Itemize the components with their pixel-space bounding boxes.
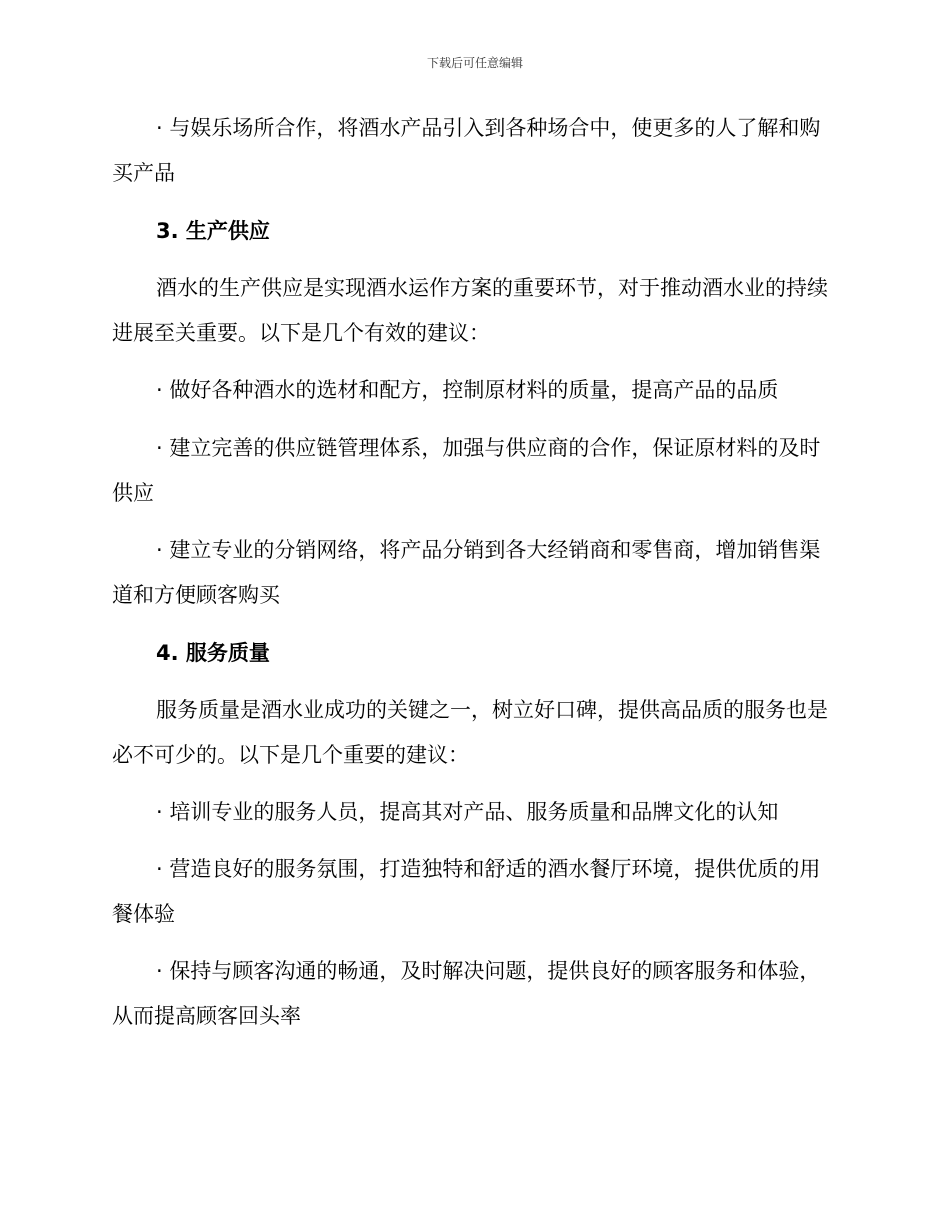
bullet-item: · 培训专业的服务人员，提高其对产品、服务质量和品牌文化的认知 bbox=[156, 800, 779, 824]
bullet-item: · 保持与顾客沟通的畅通，及时解决问题，提供良好的顾客服务和体验，从而提高顾客回头率 bbox=[112, 959, 821, 1028]
page-header: 下载后可任意编辑 bbox=[426, 56, 523, 70]
section-heading-service: 4. 服务质量 bbox=[156, 641, 270, 665]
paragraph: 酒水的生产供应是实现酒水运作方案的重要环节，对于推动酒水业的持续进展至关重要。以下是几个有效的建议： bbox=[112, 276, 828, 345]
section-heading-production: 3. 生产供应 bbox=[156, 219, 270, 243]
bullet-item: · 营造良好的服务氛围，打造独特和舒适的酒水餐厅环境，提供优质的用餐体验 bbox=[112, 857, 821, 926]
paragraph: 服务质量是酒水业成功的关键之一，树立好口碑，提供高品质的服务也是必不可少的。以下是几个重要的建议： bbox=[112, 698, 828, 767]
bullet-item: · 做好各种酒水的选材和配方，控制原材料的质量，提高产品的品质 bbox=[156, 378, 779, 402]
bullet-item: · 与娱乐场所合作，将酒水产品引入到各种场合中，使更多的人了解和购买产品 bbox=[112, 116, 821, 185]
bullet-item: · 建立专业的分销网络，将产品分销到各大经销商和零售商，增加销售渠道和方便顾客购买 bbox=[112, 538, 821, 607]
bullet-item: · 建立完善的供应链管理体系，加强与供应商的合作，保证原材料的及时供应 bbox=[112, 436, 821, 505]
